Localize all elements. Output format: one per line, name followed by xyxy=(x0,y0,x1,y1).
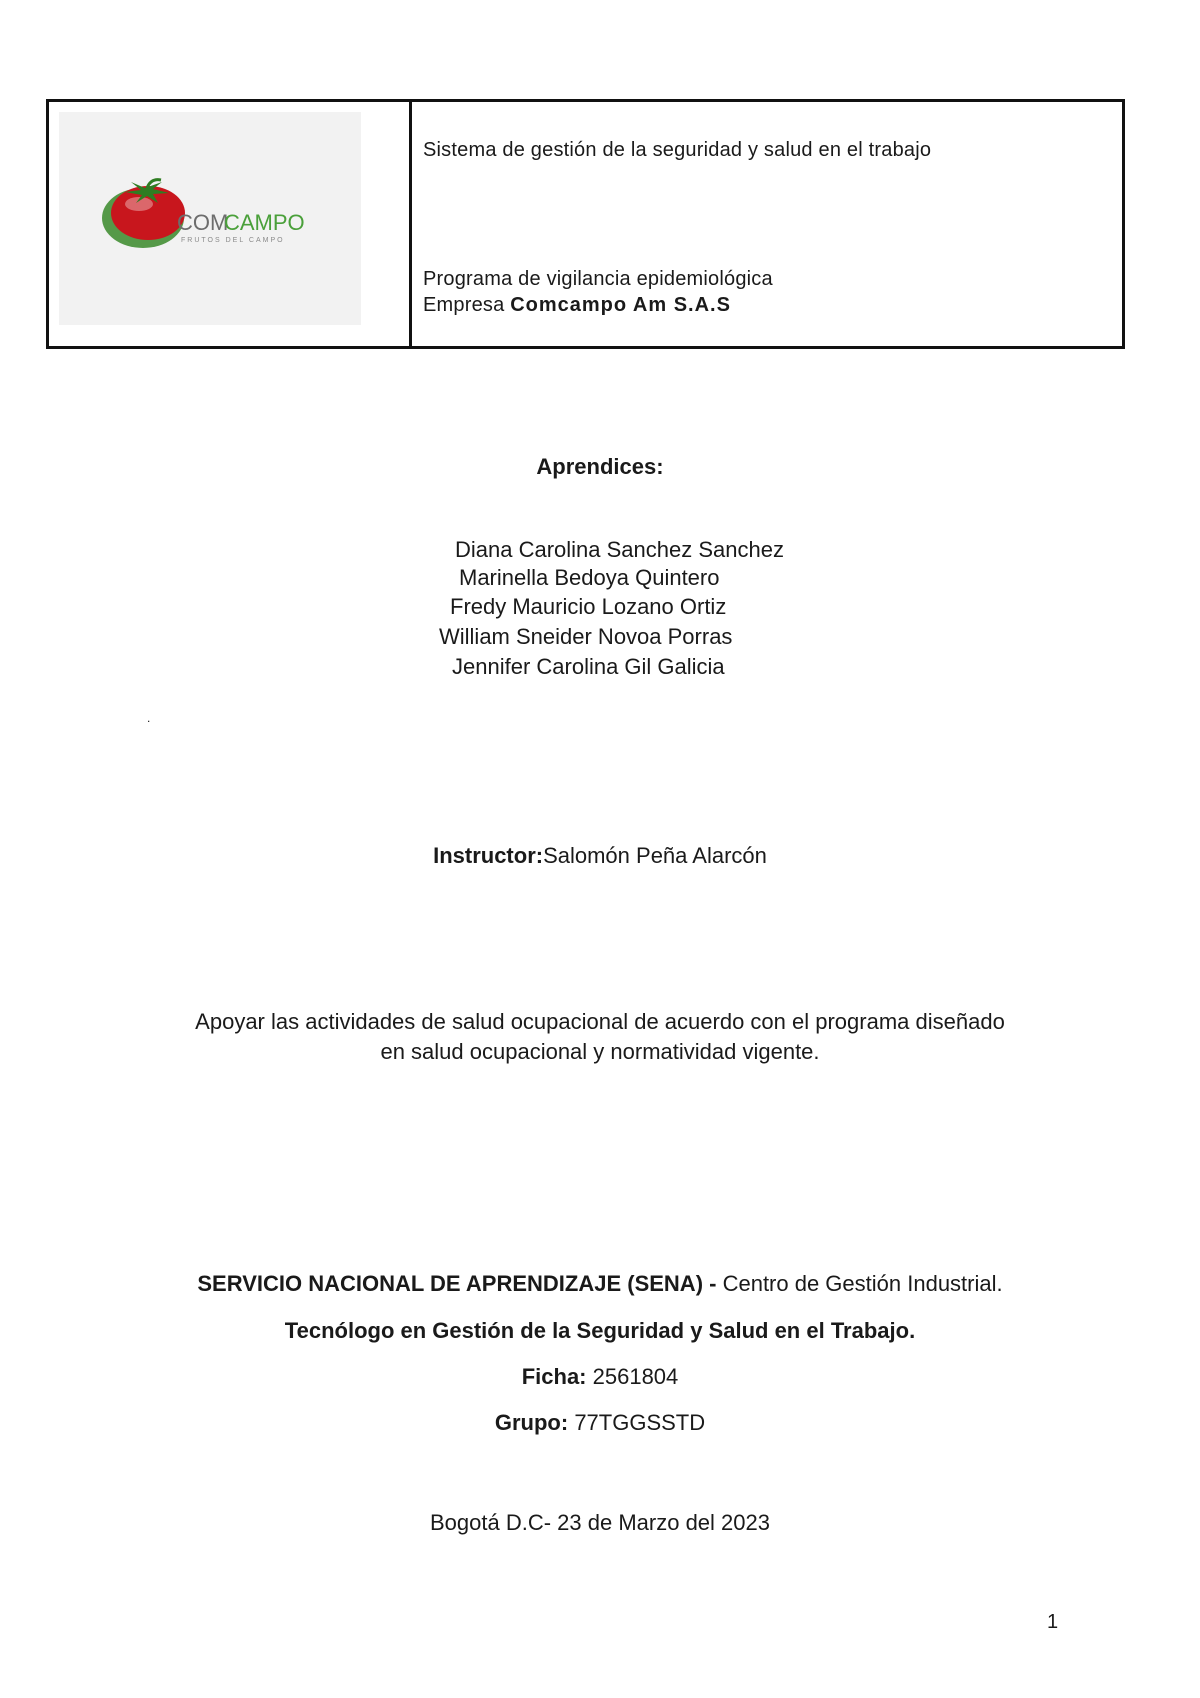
grupo-label: Grupo: xyxy=(494,1410,569,1435)
apprentices-heading: Aprendices: xyxy=(536,454,664,479)
ficha-line xyxy=(0,1364,1200,1390)
objective-line-1: Apoyar las actividades de salud ocupacional de acuerdo con el programa diseñado xyxy=(195,1009,1005,1034)
place-date: Bogotá D.C- 23 de Marzo del 2023 xyxy=(430,1510,770,1535)
apprentice-name: William Sneider Novoa Porras xyxy=(439,624,733,649)
tomato-logo-icon xyxy=(59,112,361,325)
institution-name: SERVICIO NACIONAL DE APRENDIZAJE (SENA) - xyxy=(197,1271,717,1296)
institution-line xyxy=(0,1271,1200,1297)
header-table xyxy=(46,99,1125,349)
apprentice-name: Fredy Mauricio Lozano Ortiz xyxy=(450,594,727,619)
header-company-prefix: Empresa xyxy=(423,294,511,316)
company-logo xyxy=(59,112,361,325)
apprentice-name: Jennifer Carolina Gil Galicia xyxy=(452,654,725,679)
instructor-line xyxy=(0,843,1200,869)
instructor-label: Instructor: xyxy=(433,843,544,868)
logo-cell xyxy=(49,102,412,346)
grupo-line xyxy=(0,1410,1200,1436)
header-info-cell xyxy=(412,102,1122,346)
logo-tagline: FRUTOS DEL CAMPO xyxy=(181,237,285,244)
logo-brand-text-1: COM xyxy=(177,210,229,235)
page-number: 1 xyxy=(1047,1611,1059,1633)
objective-line-2: en salud ocupacional y normatividad vigente. xyxy=(380,1039,820,1064)
header-program-title: Programa de vigilancia epidemiológica xyxy=(423,268,773,290)
apprentice-name: Diana Carolina Sanchez Sanchez xyxy=(455,537,784,562)
program-title: Tecnólogo en Gestión de la Seguridad y Salud en el Trabajo. xyxy=(284,1318,916,1343)
institution-center: Centro de Gestión Industrial. xyxy=(716,1271,1003,1296)
apprentice-name: Marinella Bedoya Quintero xyxy=(459,565,720,590)
header-company-name: Comcampo Am S.A.S xyxy=(510,294,731,316)
grupo-value: 77TGGSSTD xyxy=(568,1410,706,1435)
header-system-title: Sistema de gestión de la seguridad y salud en el trabajo xyxy=(423,139,932,161)
logo-brand-text-2: CAMPO xyxy=(224,210,305,235)
ficha-value: 2561804 xyxy=(586,1364,679,1389)
ficha-label: Ficha: xyxy=(521,1364,587,1389)
instructor-name: Salomón Peña Alarcón xyxy=(543,843,767,868)
header-company-line xyxy=(423,294,731,317)
stray-dot: . xyxy=(147,711,151,725)
